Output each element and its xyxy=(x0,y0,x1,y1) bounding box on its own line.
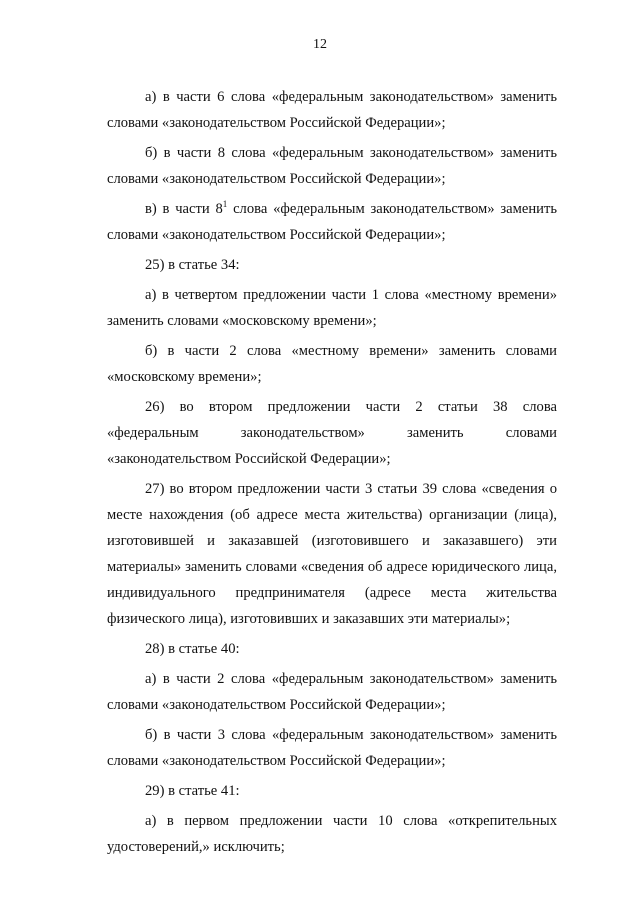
paragraph: а) в четвертом предложении части 1 слова «местному времени» заменить словами «московскому времени»; xyxy=(107,287,557,329)
paragraph: а) в части 6 слова «федеральным законодательством» заменить словами «законодательством Российской Федерации»; xyxy=(107,89,557,131)
paragraph: 25) в статье 34: xyxy=(145,257,240,273)
paragraph-text: в) в части 8 xyxy=(145,201,223,217)
paragraph: б) в части 8 слова «федеральным законодательством» заменить словами «законодательством Российской Федерации»; xyxy=(107,145,557,187)
paragraph: а) в части 2 слова «федеральным законодательством» заменить словами «законодательством Российской Федерации»; xyxy=(107,671,557,713)
document-body xyxy=(107,84,557,864)
paragraph: 26) во втором предложении части 2 статьи 38 слова «федеральным законодательством» заменить словами «законодательством Российской Федерации»; xyxy=(107,399,557,467)
paragraph: 29) в статье 41: xyxy=(145,783,240,799)
paragraph-text: слова «федеральным законодательством» заменить словами «законодательством Российской Федерации»; xyxy=(107,201,557,243)
paragraph: 28) в статье 40: xyxy=(145,641,240,657)
page-number: 12 xyxy=(313,37,327,52)
paragraph: б) в части 2 слова «местному времени» заменить словами «московскому времени»; xyxy=(107,343,557,385)
paragraph: 27) во втором предложении части 3 статьи 39 слова «сведения о месте нахождения (об адресе места жительства) организации (лица), изготовившей и заказавшей (изготовившего и заказавшего) эти материалы» заменить словами «сведения об адресе юридического лица, индивидуального предпринимателя (адресе места жительства физического лица), изготовивших и заказавших эти материалы»; xyxy=(107,481,557,627)
paragraph xyxy=(107,196,557,248)
paragraph: б) в части 3 слова «федеральным законодательством» заменить словами «законодательством Российской Федерации»; xyxy=(107,727,557,769)
superscript-index: 1 xyxy=(222,199,228,210)
paragraph: а) в первом предложении части 10 слова «открепительных удостоверений,» исключить; xyxy=(107,813,557,855)
